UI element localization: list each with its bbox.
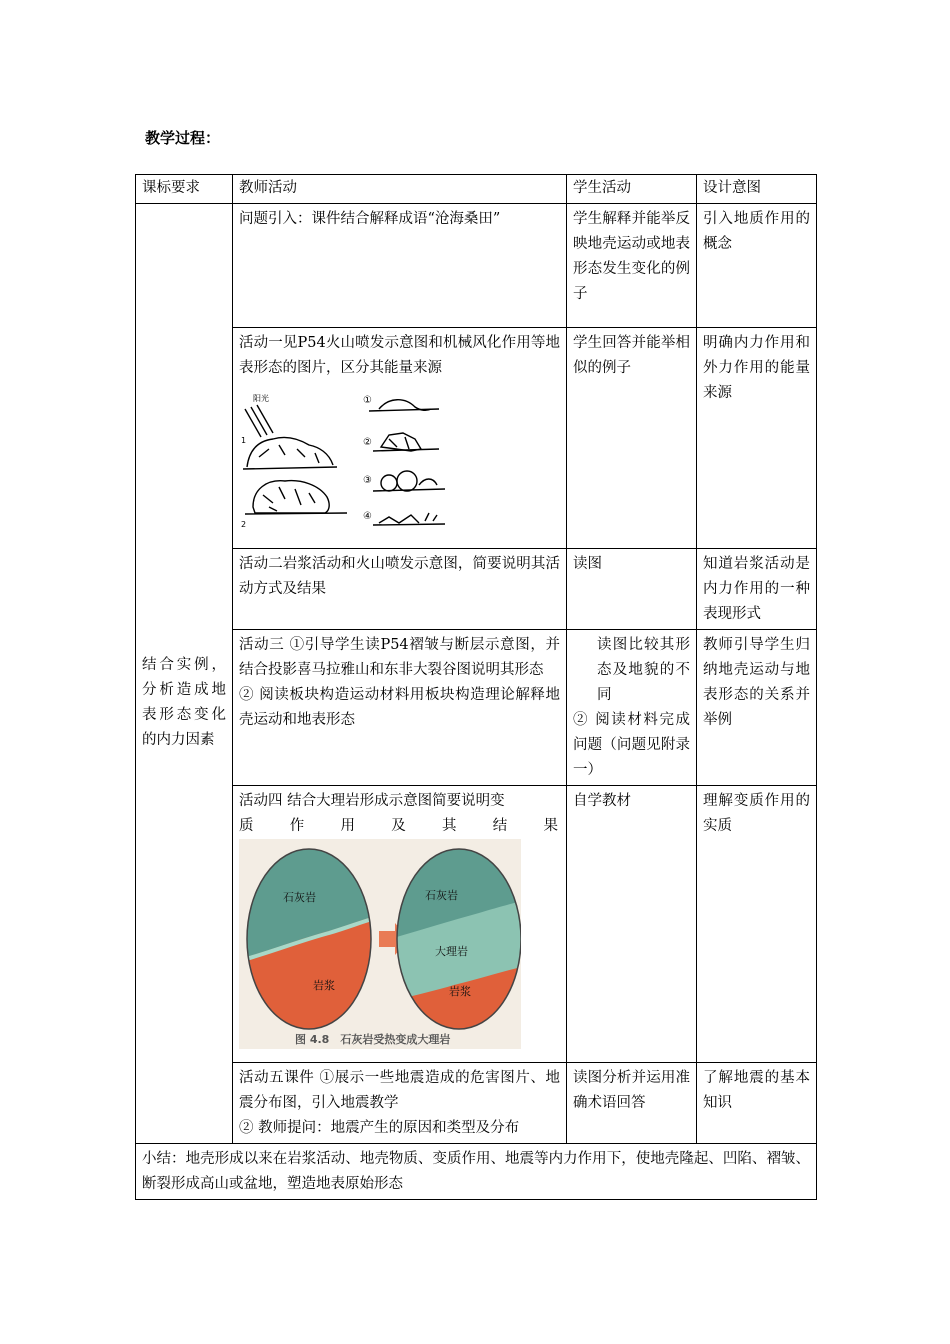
student-text-1: 读图比较其形态及地貌的不同 [597,637,690,703]
table-row [136,1063,817,1144]
teacher-cell [233,1063,567,1144]
student-text-2: ② 阅读材料完成问题（问题见附录一） [573,712,690,778]
teacher-text-2: ② 阅读板块构造运动材料用板块构造理论解释地壳运动和地表形态 [239,687,560,728]
student-cell: 学生回答并能举相似的例子 [567,328,697,549]
student-cell: 读图分析并运用准确术语回答 [567,1063,697,1144]
limestone-label-right: 石灰岩 [425,889,458,902]
magma-label-left: 岩浆 [313,979,335,992]
fig-label-circle-4: ④ [363,511,372,522]
table-row [136,549,817,630]
teacher-cell [233,786,567,1063]
student-cell: 读图 [567,549,697,630]
marble-label: 大理岩 [435,945,468,958]
teacher-text-2: ② 教师提问：地震产生的原因和类型及分布 [239,1120,520,1136]
teacher-text-1: 活动三 ①引导学生读P54褶皱与断层示意图，并结合投影喜马拉雅山和东非大裂谷图说明其形态 [239,637,560,678]
limestone-label-left: 石灰岩 [283,891,316,904]
teacher-text-1: 活动五课件 ①展示一些地震造成的危害图片、地震分布图，引入地震教学 [239,1070,560,1111]
intent-cell: 了解地震的基本知识 [697,1063,817,1144]
teacher-text-2: 质作用及其结果 [239,818,560,834]
page-title: 教学过程： [145,129,221,147]
table-row [136,630,817,786]
teacher-cell [233,328,567,549]
summary-cell: 小结：地壳形成以来在岩浆活动、地壳物质、变质作用、地震等内力作用下，使地壳隆起、凹陷、褶皱、断裂形成高山或盆地，塑造地表原始形态 [136,1144,817,1200]
student-cell [567,630,697,786]
magma-label-right: 岩浆 [449,985,471,998]
intent-cell: 知道岩浆活动是内力作用的一种表现形式 [697,549,817,630]
intent-cell: 理解变质作用的实质 [697,786,817,1063]
teacher-cell: 活动二岩浆活动和火山喷发示意图，简要说明其活动方式及结果 [233,549,567,630]
figure-caption: 图 4.8 石灰岩受热变成大理岩 [295,1033,451,1046]
intent-cell: 引入地质作用的概念 [697,204,817,328]
teacher-text-1: 活动四 结合大理岩形成示意图简要说明变 [239,793,505,809]
fig-label-2: 2 [241,520,247,529]
standard-cell: 结合实例，分析造成地表形态变化的内力因素 [136,204,233,1144]
teacher-cell [233,630,567,786]
table-row [136,328,817,549]
fig-label-circle-1: ① [363,395,372,406]
header-intent: 设计意图 [697,175,817,204]
teaching-process-table [135,174,817,1200]
table-row [136,204,817,328]
sunlight-label: 阳光 [253,394,269,403]
summary-row [136,1144,817,1200]
teacher-cell: 问题引入：课件结合解释成语“沧海桑田” [233,204,567,328]
intent-cell: 明确内力作用和外力作用的能量来源 [697,328,817,549]
student-cell: 学生解释并能举反映地壳运动或地表形态发生变化的例子 [567,204,697,328]
fig-label-1: 1 [241,436,247,445]
teacher-text: 活动一见P54火山喷发示意图和机械风化作用等地表形态的图片，区分其能量来源 [239,335,560,376]
student-cell: 自学教材 [567,786,697,1063]
header-standard: 课标要求 [136,175,233,204]
weathering-figure [239,387,459,537]
fig-label-circle-2: ② [363,437,372,448]
header-teacher: 教师活动 [233,175,567,204]
table-row [136,786,817,1063]
header-student: 学生活动 [567,175,697,204]
fig-label-circle-3: ③ [363,475,372,486]
header-row [136,175,817,204]
marble-formation-figure [239,839,521,1049]
intent-cell: 教师引导学生归纳地壳运动与地表形态的关系并举例 [697,630,817,786]
